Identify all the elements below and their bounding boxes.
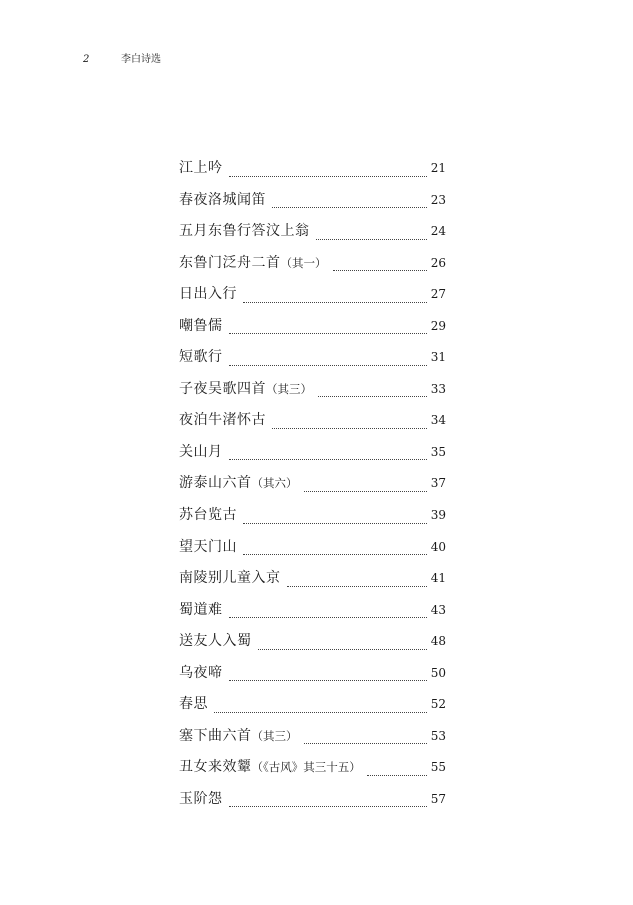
toc-entry-page: 26 [430, 255, 446, 270]
toc-entry-title: 游泰山六首 [179, 475, 252, 492]
running-header [83, 50, 161, 65]
dot-leader [243, 553, 427, 555]
toc-entry-note: （其一） [280, 255, 327, 270]
dot-leader [272, 206, 427, 208]
toc-entry-title: 子夜吴歌四首 [179, 380, 266, 397]
toc-entry-page: 24 [430, 224, 446, 239]
toc-entry-page: 40 [430, 539, 446, 554]
toc-entry-page: 41 [430, 571, 446, 586]
toc-entry[interactable] [179, 567, 446, 599]
toc-entry[interactable] [179, 378, 446, 410]
dot-leader [229, 616, 427, 618]
toc-entry-title: 春夜洛城闻笛 [179, 191, 266, 208]
toc-entry[interactable] [179, 220, 446, 252]
dot-leader [304, 742, 427, 744]
toc-entry[interactable] [179, 252, 446, 284]
toc-entry-title: 送友人入蜀 [179, 633, 252, 650]
toc-entry-note: （其六） [251, 476, 298, 491]
toc-entry-title: 关山月 [179, 443, 223, 460]
toc-entry[interactable] [179, 472, 446, 504]
toc-entry[interactable] [179, 315, 446, 347]
dot-leader [258, 648, 427, 650]
toc-entry-title: 苏台览古 [179, 507, 237, 524]
toc-entry-page: 21 [430, 161, 446, 175]
toc-entry-title: 乌夜啼 [179, 664, 223, 681]
toc-entry[interactable] [179, 157, 446, 189]
toc-entry-title: 五月东鲁行答汶上翁 [179, 223, 310, 240]
toc-entry[interactable] [179, 756, 446, 788]
page-number: 2 [83, 54, 90, 65]
toc-entry-page: 37 [430, 476, 446, 491]
toc-entry[interactable] [179, 441, 446, 473]
dot-leader [243, 522, 427, 524]
toc-entry-note: （其三） [266, 381, 312, 396]
dot-leader [367, 774, 427, 776]
toc-entry-title: 夜泊牛渚怀古 [179, 412, 266, 429]
toc-entry-page: 48 [430, 634, 446, 649]
dot-leader [229, 805, 427, 807]
toc-entry-title: 塞下曲六首 [179, 727, 252, 744]
toc-entry[interactable] [179, 662, 446, 694]
toc-entry-title: 望天门山 [179, 538, 237, 555]
toc-entry-page: 39 [430, 508, 446, 523]
toc-entry-title: 南陵别儿童入京 [179, 570, 281, 587]
toc-entry-title: 江上吟 [179, 160, 223, 176]
table-of-contents [179, 157, 446, 819]
dot-leader [318, 395, 427, 397]
dot-leader [214, 711, 427, 713]
toc-entry-page: 27 [430, 287, 446, 302]
dot-leader [229, 175, 427, 177]
dot-leader [229, 332, 427, 334]
book-title: 李白诗选 [121, 54, 161, 65]
toc-entry-title: 玉阶怨 [179, 790, 223, 807]
dot-leader [333, 269, 427, 271]
toc-entry[interactable] [179, 504, 446, 536]
toc-entry-page: 34 [430, 413, 446, 428]
dot-leader [229, 679, 427, 681]
toc-entry-title: 丑女来效颦 [179, 759, 252, 776]
toc-entry[interactable] [179, 189, 446, 221]
toc-entry-title: 嘲鲁儒 [179, 317, 223, 334]
toc-entry-title: 短歌行 [179, 349, 223, 366]
dot-leader [272, 427, 427, 429]
toc-entry[interactable] [179, 409, 446, 441]
dot-leader [229, 458, 427, 460]
toc-entry-page: 55 [430, 760, 446, 775]
toc-entry-page: 52 [430, 697, 446, 712]
toc-entry-title: 春思 [179, 696, 208, 713]
dot-leader [287, 585, 427, 587]
toc-entry[interactable] [179, 725, 446, 757]
toc-entry-page: 33 [430, 381, 446, 396]
toc-entry-page: 57 [430, 791, 446, 806]
toc-entry[interactable] [179, 788, 446, 820]
toc-entry-note: （《古风》其三十五） [251, 760, 361, 775]
toc-entry-page: 50 [430, 665, 446, 680]
toc-entry-note: （其三） [251, 728, 298, 743]
toc-entry-page: 23 [430, 192, 446, 207]
dot-leader [304, 490, 427, 492]
toc-entry-page: 31 [430, 350, 446, 365]
dot-leader [243, 301, 427, 303]
toc-entry[interactable] [179, 630, 446, 662]
toc-entry-title: 蜀道难 [179, 601, 223, 618]
toc-entry[interactable] [179, 599, 446, 631]
toc-entry-page: 53 [430, 728, 446, 743]
toc-entry[interactable] [179, 346, 446, 378]
dot-leader [229, 364, 427, 366]
toc-entry-page: 35 [430, 444, 446, 459]
toc-entry-page: 43 [430, 602, 446, 617]
toc-entry[interactable] [179, 693, 446, 725]
toc-entry-page: 29 [430, 318, 446, 333]
toc-entry[interactable] [179, 283, 446, 315]
toc-entry[interactable] [179, 536, 446, 568]
toc-entry-title: 东鲁门泛舟二首 [179, 254, 281, 271]
dot-leader [316, 238, 427, 240]
toc-entry-title: 日出入行 [179, 286, 237, 303]
